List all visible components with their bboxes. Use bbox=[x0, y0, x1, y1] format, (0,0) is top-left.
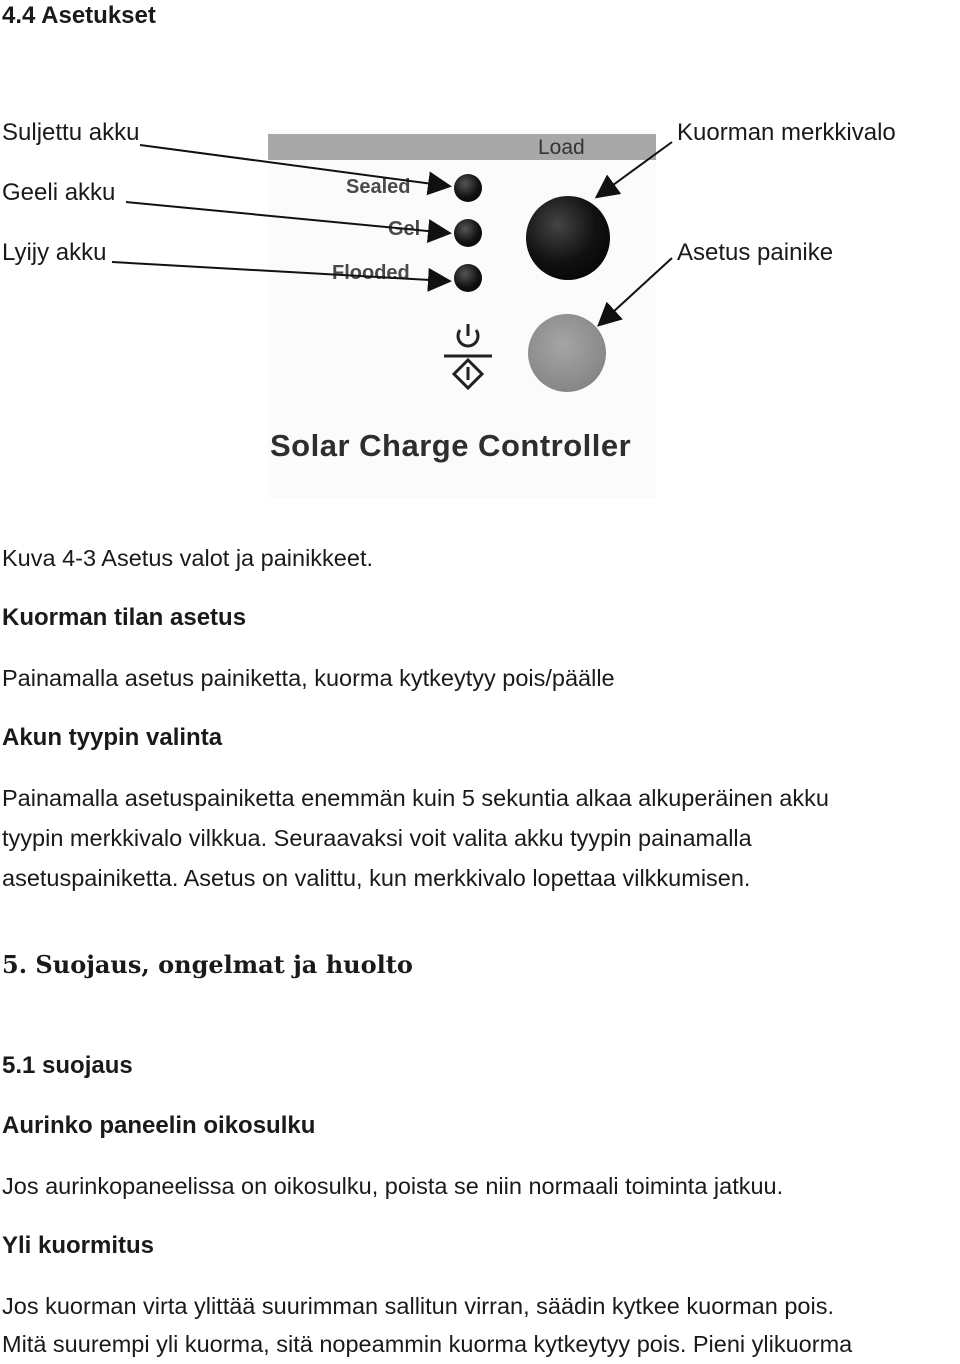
overload-line-1: Jos kuorman virta ylittää suurimman sallitun virran, säädin kytkee kuorman pois. bbox=[2, 1293, 834, 1319]
panel-brand-text: Solar Charge Controller bbox=[270, 428, 632, 463]
mode-label-sealed: Sealed bbox=[346, 176, 411, 198]
label-lead-acid-battery: Lyijy akku bbox=[2, 239, 107, 266]
arrow-load-indicator bbox=[598, 142, 672, 196]
label-load-indicator: Kuorman merkkivalo bbox=[677, 119, 896, 146]
battery-type-heading: Akun tyypin valinta bbox=[2, 724, 223, 751]
load-state-text: Painamalla asetus painiketta, kuorma kytkeytyy pois/päälle bbox=[2, 665, 615, 691]
load-label: Load bbox=[538, 136, 585, 159]
section-title: 4.4 Asetukset bbox=[2, 2, 156, 29]
overload-line-2: Mitä suurempi yli kuorma, sitä nopeammin kuorma kytkeytyy pois. Pieni ylikuorma bbox=[2, 1331, 853, 1357]
battery-type-line-1: Painamalla asetuspainiketta enemmän kuin 5 sekuntia alkaa alkuperäinen akku bbox=[2, 785, 829, 811]
load-state-heading: Kuorman tilan asetus bbox=[2, 604, 247, 631]
arrow-sealed bbox=[140, 145, 448, 186]
chapter-5-heading: 5. Suojaus, ongelmat ja huolto bbox=[2, 950, 413, 979]
section-5-1-heading: 5.1 suojaus bbox=[2, 1052, 133, 1079]
label-setting-button: Asetus painike bbox=[677, 239, 834, 266]
label-sealed-battery: Suljettu akku bbox=[2, 119, 140, 146]
short-circuit-heading: Aurinko paneelin oikosulku bbox=[2, 1112, 316, 1139]
mode-label-gel: Gel bbox=[388, 218, 421, 240]
callout-arrows bbox=[0, 0, 960, 520]
mode-label-flooded: Flooded bbox=[332, 262, 410, 284]
overload-heading: Yli kuormitus bbox=[2, 1232, 155, 1259]
battery-type-line-2: tyypin merkkivalo vilkkua. Seuraavaksi voit valita akku tyypin painamalla bbox=[2, 825, 752, 851]
arrow-flooded bbox=[112, 262, 448, 281]
figure-caption: Kuva 4-3 Asetus valot ja painikkeet. bbox=[2, 545, 373, 571]
arrow-setting-button bbox=[600, 258, 672, 324]
short-circuit-text: Jos aurinkopaneelissa on oikosulku, poista se niin normaali toiminta jatkuu. bbox=[2, 1173, 784, 1199]
arrow-gel bbox=[126, 202, 448, 233]
battery-type-line-3: asetuspainiketta. Asetus on valittu, kun merkkivalo lopettaa vilkkumisen. bbox=[2, 865, 751, 891]
label-gel-battery: Geeli akku bbox=[2, 179, 116, 206]
